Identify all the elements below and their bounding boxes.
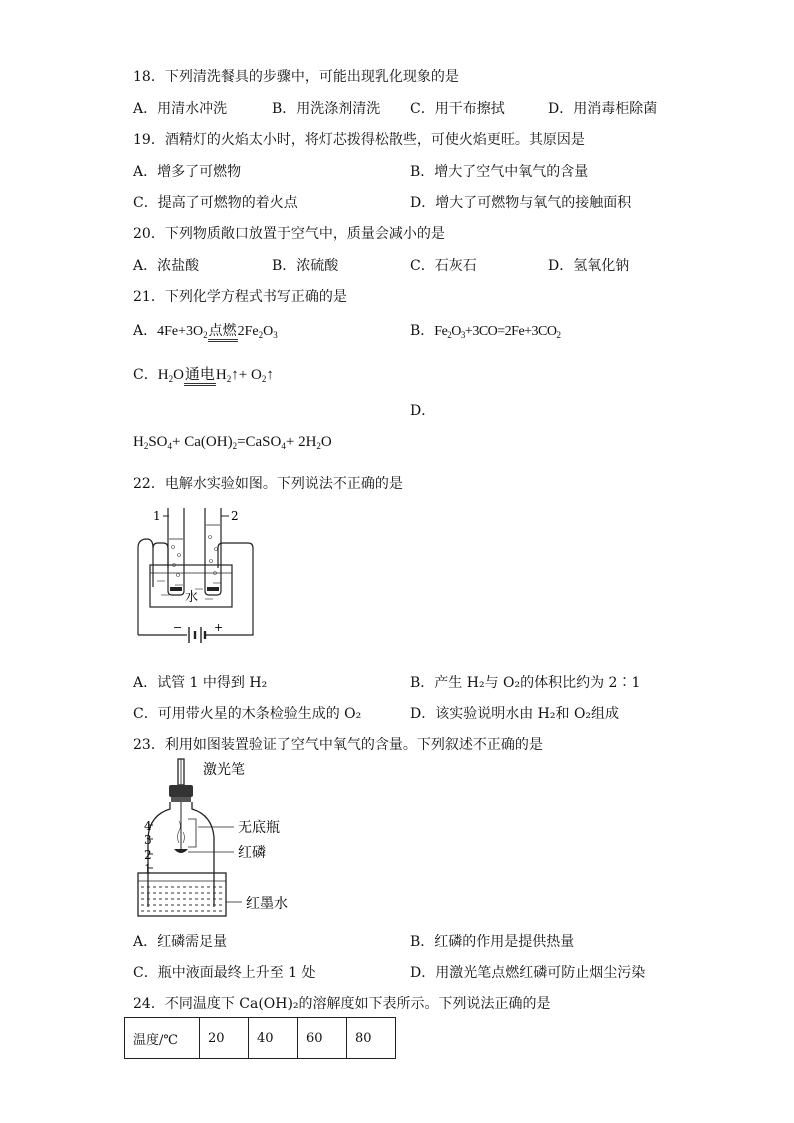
eq-sub: 4 [281,441,286,451]
bottle-label: 无底瓶 [238,820,280,836]
eq-sub: 2 [232,441,238,451]
eq-sub: 2 [316,441,321,451]
phosphorus-spoon [174,849,188,853]
eq-sub: 2 [203,330,208,340]
q21-c-label: C． [133,367,158,383]
eq-part: O [263,324,274,339]
eq-condition: 点燃 [208,324,238,342]
q18-option-c: C．用干布擦拭 [410,101,505,117]
phosphorus-label: 红磷 [238,845,266,861]
electrolysis-diagram [135,503,265,653]
q20-option-d: D．氢氧化钠 [548,258,630,274]
table-cell: 20 [200,1018,249,1059]
eq-part: +3CO=2Fe+3CO [464,324,557,339]
eq-sub: 3 [460,330,465,340]
gas-bubbles [172,536,218,577]
q23-option-b: B．红磷的作用是提供热量 [410,934,575,950]
stopper-base [171,797,191,802]
eq-sub: 2 [168,374,174,384]
eq-condition: 通电 [184,367,216,386]
plus-sign: + [214,621,224,634]
q21-d-label: D． [410,403,436,419]
eq-part: O [173,367,184,383]
q19-option-c: C．提高了可燃物的着火点 [133,195,298,211]
eq-part: H [133,434,144,450]
eq-part: O [451,324,461,339]
eq-sub: 3 [273,330,278,340]
laser-pen-label: 激光笔 [203,762,245,778]
q18-stem: 18．下列清洗餐具的步骤中，可能出现乳化现象的是 [133,69,459,85]
eq-sub: 2 [556,330,561,340]
q21-stem: 21．下列化学方程式书写正确的是 [133,289,347,305]
eq-sub: 4 [167,441,173,451]
rubber-stopper [169,785,193,797]
table-row [125,1018,396,1059]
inner-tube [188,819,196,847]
test-tube-1 [168,508,184,595]
q22-option-d: D．该实验说明水由 H₂和 O₂组成 [410,706,620,722]
q19-stem: 19．酒精灯的火焰太小时，将灯芯拨得松散些，可使火焰更旺。其原因是 [133,132,585,148]
electrode-2 [207,587,219,591]
q23-option-a: A．红磷需足量 [133,934,228,950]
eq-part: ↑ [266,367,274,383]
q20-stem: 20．下列物质敞口放置于空气中，质量会减小的是 [133,226,445,242]
q18-option-a: A．用清水冲洗 [133,101,228,117]
q23-option-d: D．用激光笔点燃红磷可防止烟尘污染 [410,965,646,981]
q21-a-label: A． [133,323,158,339]
q22-stem: 22．电解水实验如图。下列说法不正确的是 [133,476,403,492]
eq-part: 2Fe [237,324,259,339]
q21-option-b [410,320,561,340]
q20-option-a: A．浓盐酸 [133,258,200,274]
solubility-table [124,1017,396,1059]
eq-part: + 2H [285,434,317,450]
mark-2: 2 [144,848,152,862]
eq-part: 4Fe+3O [157,324,204,339]
eq-sub: 2 [258,330,264,340]
q22-option-b: B．产生 H₂与 O₂的体积比约为 2∶1 [410,675,641,691]
q19-option-d: D．增大了可燃物与氧气的接触面积 [410,195,632,211]
q18-option-d: D．用消毒柜除菌 [548,101,658,117]
outer-left-wire [138,539,153,635]
electrode-1 [170,587,182,591]
ink-hatching [141,887,224,911]
q21-a-equation [157,324,278,339]
q21-option-c [133,363,274,384]
table-cell: 80 [347,1018,396,1059]
q19-option-a: A．增多了可燃物 [133,164,242,180]
eq-part: Fe [434,324,448,339]
q18-option-b: B．用洗涤剂清洗 [272,101,381,117]
q23-stem: 23．利用如图装置验证了空气中氧气的含量。下列叙述不正确的是 [133,737,543,753]
mark-3: 3 [144,833,152,847]
ink-label: 红墨水 [246,896,288,912]
mark-1: 1 [144,862,152,876]
q20-option-c: C．石灰石 [410,258,477,274]
eq-sub: 2 [261,374,267,384]
eq-part: H [215,367,227,383]
table-cell: 60 [298,1018,347,1059]
tube-1-label: 1 [153,509,161,523]
test-tube-2 [205,508,221,595]
water-label: 水 [185,590,199,605]
gas-levels [169,525,220,539]
water-trough [138,873,226,916]
q20-option-b: B．浓硫酸 [272,258,339,274]
eq-part: =CaSO [237,434,282,450]
eq-part: + Ca(OH) [172,434,233,450]
minus-sign: − [173,621,183,634]
q21-c-equation [158,367,274,383]
q22-option-a: A．试管 1 中得到 H₂ [133,675,268,691]
table-header-cell: 温度/℃ [125,1018,200,1059]
q19-option-b: B．增大了空气中氧气的含量 [410,164,589,180]
tube-2-label: 2 [231,509,239,523]
q22-option-c: C．可用带火星的木条检验生成的 O₂ [133,706,362,722]
q21-b-equation [434,324,560,339]
q21-b-label: B． [410,323,435,339]
eq-part: O [320,434,332,450]
q21-option-a [133,320,278,340]
eq-part: ↑+ O [231,367,262,383]
q23-option-c: C．瓶中液面最终上升至 1 处 [133,965,316,981]
oxygen-content-diagram [136,757,306,923]
eq-sub: 2 [226,374,232,384]
eq-sub: 2 [447,330,452,340]
eq-part: H [157,367,169,383]
eq-sub: 2 [143,441,149,451]
table-cell: 40 [249,1018,298,1059]
q24-stem: 24．不同温度下 Ca(OH)₂的溶解度如下表所示。下列说法正确的是 [133,996,551,1012]
eq-part: SO [148,434,168,450]
q21-d-equation [133,434,332,451]
mark-4: 4 [144,819,152,833]
